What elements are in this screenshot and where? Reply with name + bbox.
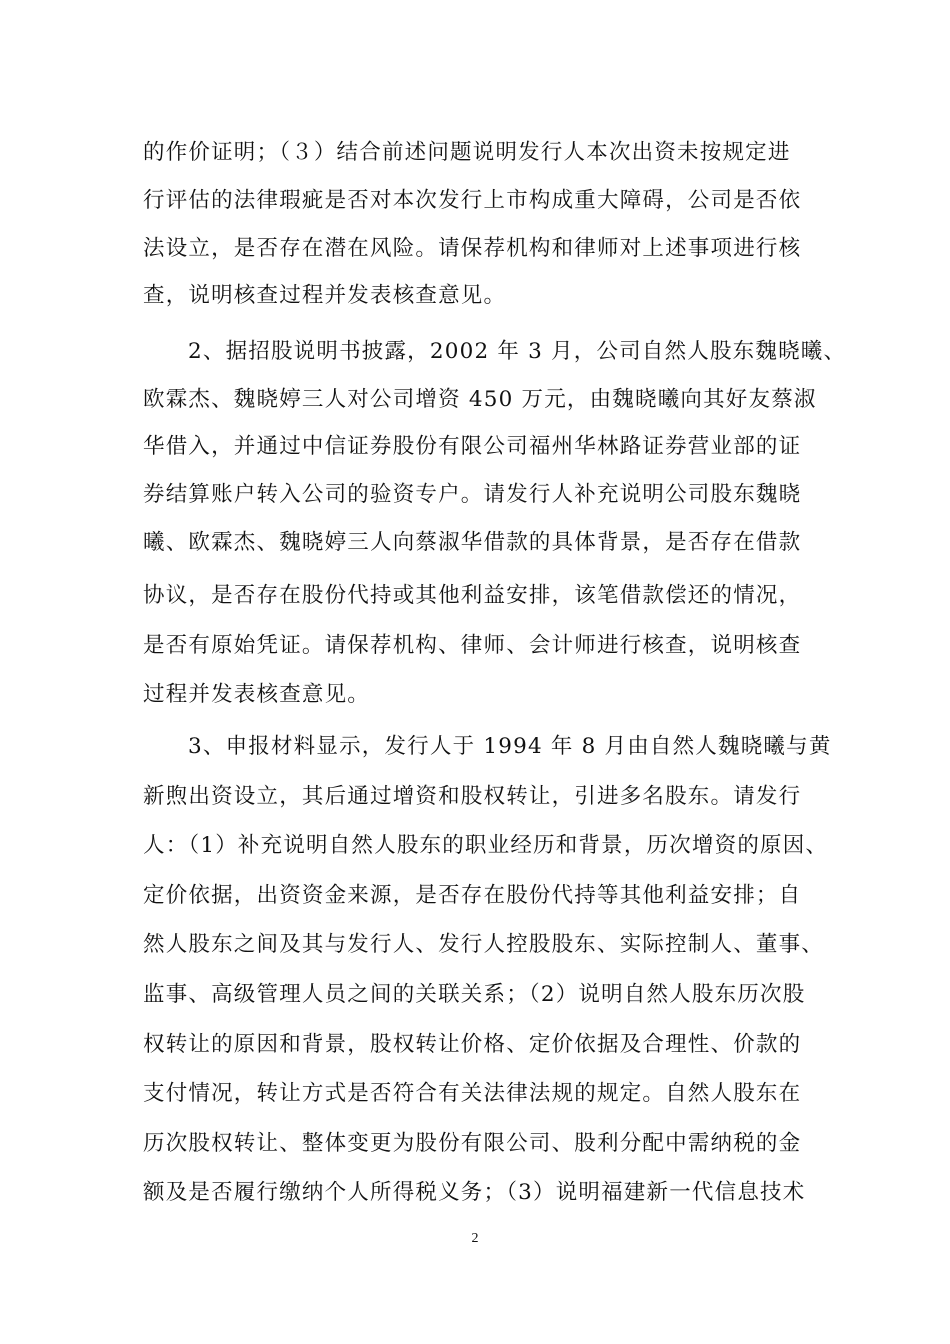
text-line: 是否有原始凭证。请保荐机构、律师、会计师进行核查，说明核查	[143, 633, 802, 658]
text-line: 人：（1）补充说明自然人股东的职业经历和背景，历次增资的原因、	[143, 833, 829, 858]
page-number: 2	[471, 1231, 479, 1246]
text-line: 过程并发表核查意见。	[143, 682, 371, 707]
text-line: 协议，是否存在股份代持或其他利益安排，该笔借款偿还的情况，	[143, 583, 802, 608]
text-line: 新煦出资设立，其后通过增资和股权转让，引进多名股东。请发行	[143, 784, 802, 809]
text-line: 法设立，是否存在潜在风险。请保荐机构和律师对上述事项进行核	[143, 236, 802, 261]
text-line: 曦、欧霖杰、魏晓婷三人向蔡淑华借款的具体背景，是否存在借款	[143, 530, 802, 555]
text-line: 支付情况，转让方式是否符合有关法律法规的规定。自然人股东在	[143, 1081, 802, 1106]
text-line: 然人股东之间及其与发行人、发行人控股股东、实际控制人、董事、	[143, 932, 825, 957]
text-line: 华借入，并通过中信证券股份有限公司福州华林路证券营业部的证	[143, 434, 802, 459]
text-line: 监事、高级管理人员之间的关联关系；（2）说明自然人股东历次股	[143, 982, 806, 1007]
text-line: 权转让的原因和背景，股权转让价格、定价依据及合理性、价款的	[143, 1032, 802, 1057]
text-line: 券结算账户转入公司的验资专户。请发行人补充说明公司股东魏晓	[143, 482, 802, 507]
text-line: 欧霖杰、魏晓婷三人对公司增资 450 万元，由魏晓曦向其好友蔡淑	[143, 387, 817, 412]
text-line: 定价依据，出资资金来源，是否存在股份代持等其他利益安排；自	[143, 883, 802, 908]
text-line: 行评估的法律瑕疵是否对本次发行上市构成重大障碍，公司是否依	[143, 188, 802, 213]
text-line: 的作价证明；（３）结合前述问题说明发行人本次出资未按规定进	[143, 140, 791, 165]
text-line: 历次股权转让、整体变更为股份有限公司、股利分配中需纳税的金	[143, 1131, 802, 1156]
text-line: 查，说明核查过程并发表核查意见。	[143, 283, 507, 308]
paragraph-3-first-line: 3、申报材料显示，发行人于 1994 年 8 月由自然人魏晓曦与黄	[188, 734, 832, 759]
text-line: 额及是否履行缴纳个人所得税义务；（3）说明福建新一代信息技术	[143, 1180, 806, 1205]
paragraph-2-first-line: 2、据招股说明书披露，2002 年 3 月，公司自然人股东魏晓曦、	[188, 339, 847, 364]
